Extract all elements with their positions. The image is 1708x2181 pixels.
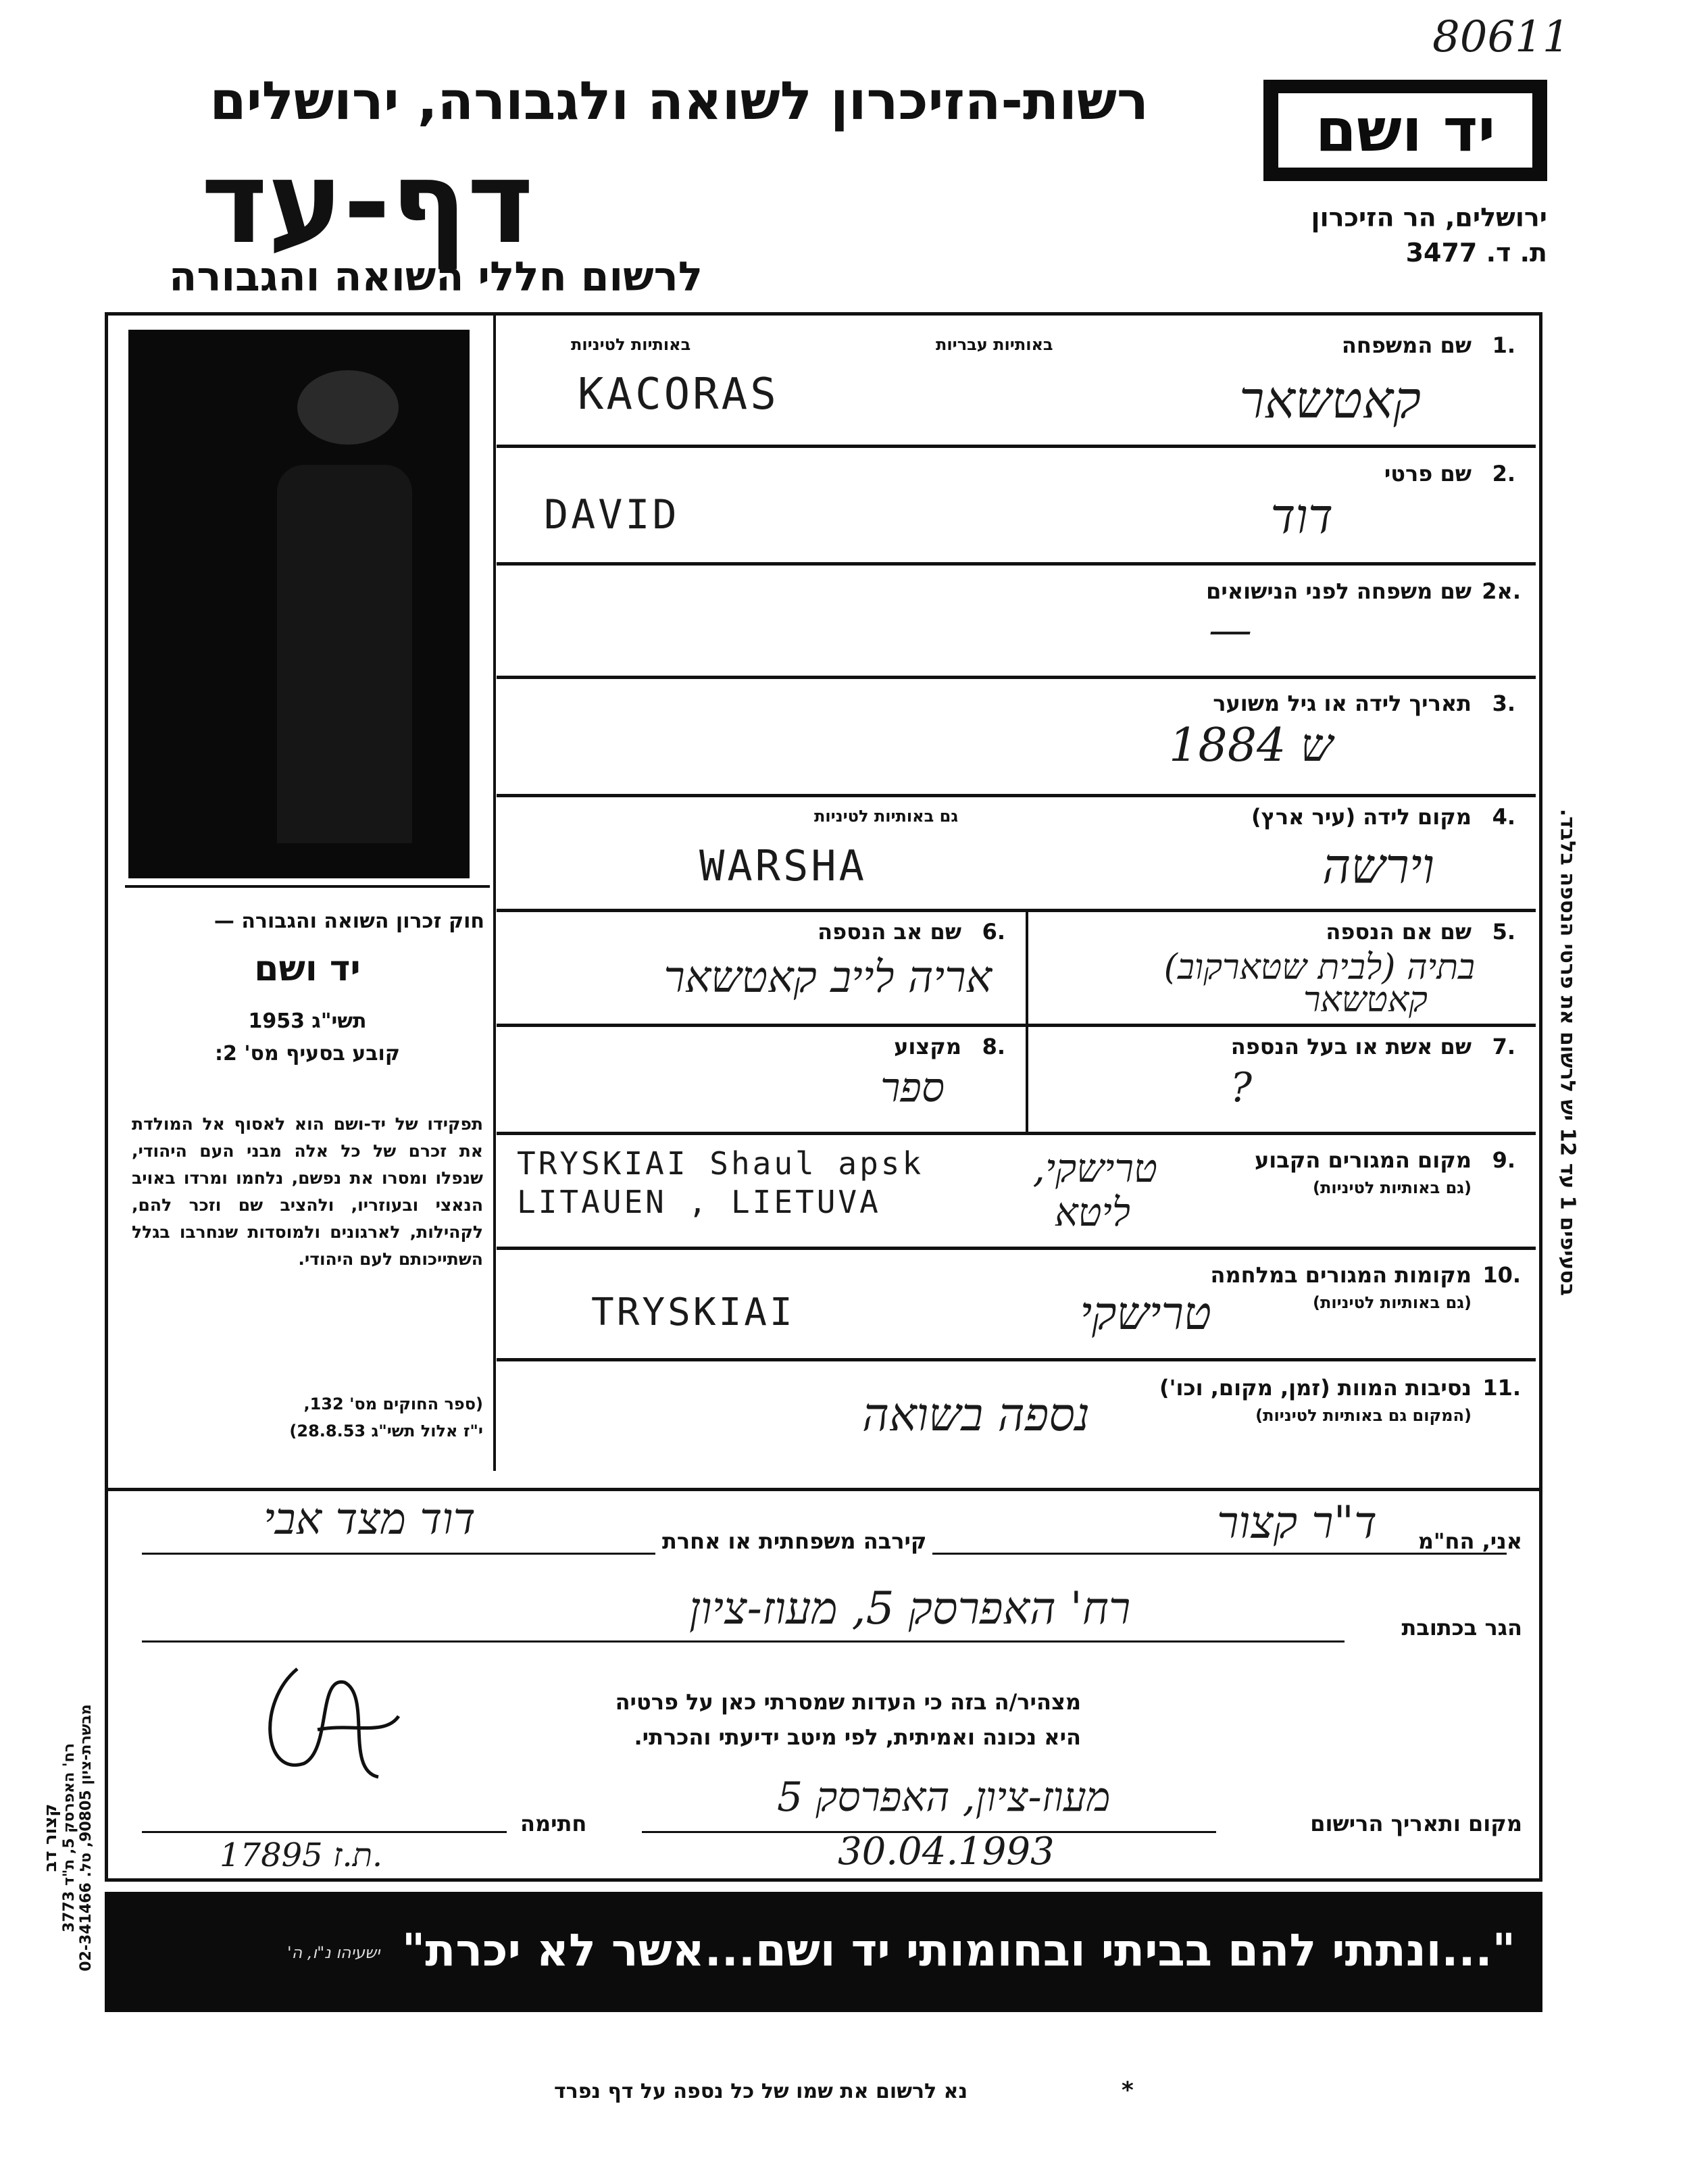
wartime-residence-latin: TRYSKIAI bbox=[591, 1290, 795, 1334]
wartime-residence-hebrew: טרישקי bbox=[1080, 1287, 1211, 1340]
field-father-name[interactable] bbox=[497, 912, 1026, 1024]
id-note: 17895 ת.ז. bbox=[220, 1836, 383, 1874]
residence-hebrew-line-1: טרישקי, bbox=[1032, 1145, 1157, 1191]
field-2a-number: 2א. bbox=[1482, 578, 1521, 604]
law-heading: חוק זכרון השואה והגבורה — bbox=[214, 909, 484, 933]
field-1-label: שם המשפחה bbox=[1341, 332, 1472, 358]
field-9-number: 9. bbox=[1492, 1147, 1515, 1173]
first-name-latin: DAVID bbox=[544, 491, 680, 538]
field-11-number: 11. bbox=[1482, 1375, 1521, 1401]
archive-number: 80611 bbox=[1432, 12, 1570, 62]
relation-line bbox=[142, 1553, 655, 1555]
profession-value: ספר bbox=[880, 1064, 945, 1111]
stamp-line-2: רח' האפרסק 5, ת"ד 3773 bbox=[61, 1743, 78, 1933]
side-note-column bbox=[1547, 696, 1588, 1405]
field-4-number: 4. bbox=[1492, 804, 1515, 830]
registration-date[interactable]: 30.04.1993 bbox=[838, 1830, 1055, 1874]
signature-scribble bbox=[216, 1649, 432, 1804]
residence-latin-line-1: TRYSKIAI Shaul apsk bbox=[517, 1145, 924, 1182]
law-clause: קובע בסעיף מס' 2: bbox=[215, 1042, 400, 1066]
field-6-number: 6. bbox=[982, 919, 1005, 945]
first-name-hebrew: דוד bbox=[1270, 488, 1333, 545]
field-2-number: 2. bbox=[1492, 461, 1515, 486]
photo-body-shape bbox=[277, 465, 412, 843]
registration-place[interactable]: מעוז-ציון, האפרסק 5 bbox=[777, 1774, 1111, 1821]
declarant-name[interactable]: ד"ר קצור bbox=[1216, 1497, 1377, 1549]
field-10-number: 10. bbox=[1482, 1262, 1521, 1288]
field-11-label: נסיבות המוות (זמן, מקום, וכו') bbox=[1159, 1375, 1472, 1401]
field-1-number: 1. bbox=[1492, 332, 1515, 358]
page-subtitle: לרשום חללי השואה והגבורה bbox=[169, 253, 703, 301]
logo-text: יד ושם bbox=[1278, 93, 1532, 168]
authority-title: רשות-הזיכרון לשואה ולגבורה, ירושלים bbox=[209, 71, 1149, 132]
field-wartime-residence[interactable] bbox=[497, 1250, 1536, 1357]
law-box bbox=[125, 885, 490, 1469]
law-year: תשי"ג 1953 bbox=[248, 1009, 367, 1033]
birth-place-hebrew: וירשה bbox=[1322, 838, 1434, 895]
address-label: הגר בכתובת bbox=[1401, 1615, 1522, 1640]
residence-hebrew-line-2: ליטא bbox=[1054, 1189, 1130, 1235]
address-line bbox=[142, 1640, 1345, 1643]
field-4-latin-hint: גם באותיות לטיניות bbox=[814, 807, 959, 826]
place-date-label: מקום ותאריך הרישום bbox=[1310, 1811, 1522, 1836]
stamp-line-3: מבשרת-ציון 90805, טל. 02-341466 bbox=[78, 1704, 95, 1972]
relation-label: קירבה משפחתית או אחרת bbox=[662, 1528, 927, 1554]
signature-label: חתימה bbox=[520, 1811, 587, 1836]
father-name-value: אריה לייב קאטשאר bbox=[663, 953, 992, 1003]
field-7-number: 7. bbox=[1492, 1034, 1515, 1059]
stamp-line-1: קצור דב bbox=[41, 1803, 61, 1872]
address-line-1: ירושלים, הר הזיכרון bbox=[1311, 203, 1547, 232]
field-3-label: תאריך לידה או גיל משוער bbox=[1213, 691, 1472, 716]
relation-value[interactable]: דוד מצד אבי bbox=[263, 1495, 476, 1545]
spouse-name-value: ? bbox=[1230, 1064, 1252, 1111]
yad-vashem-logo bbox=[1263, 80, 1547, 181]
frame-divider bbox=[493, 312, 496, 1471]
mother-name-line-1: בתיה (לבית שטארקוב) bbox=[1163, 947, 1475, 988]
field-spouse-name[interactable] bbox=[1028, 1027, 1536, 1132]
field-2a-label: שם משפחה לפני הנישואים bbox=[1206, 578, 1472, 604]
maiden-name-value: — bbox=[1209, 605, 1252, 655]
family-name-latin: KACORAS bbox=[578, 370, 779, 420]
declarant-address[interactable]: רח' האפרסק 5, מעוז-ציון bbox=[689, 1582, 1131, 1634]
field-8-number: 8. bbox=[982, 1034, 1005, 1059]
quote-banner bbox=[105, 1892, 1542, 2012]
field-residence[interactable] bbox=[497, 1135, 1536, 1245]
statement-line-2: היא נכונה ואמיתית, לפי מיטב ידיעתי והכרתי. bbox=[634, 1724, 1081, 1750]
signature[interactable] bbox=[216, 1649, 432, 1804]
birth-date-value: 1884 ש bbox=[1169, 719, 1333, 772]
field-9-label: מקום המגורים הקבוע bbox=[1254, 1147, 1472, 1173]
field-profession[interactable] bbox=[497, 1027, 1026, 1132]
statement-line-1: מצהיר/ה בזה כי העדות שמסרתי כאן על פרטיה bbox=[615, 1689, 1081, 1715]
field-first-name[interactable] bbox=[497, 447, 1536, 561]
law-name: יד ושם bbox=[254, 949, 361, 989]
law-source-2: י"ז אלול תשי"ג 28.8.53) bbox=[289, 1422, 483, 1440]
law-body: תפקידו של יד-ושם הוא לאסוף אל המולדת את זכרם של כל אלה מבני העם היהודי, שנפלו ומסרו את נפשם, נלחמו ומרדו באויב הנאצי ובעוזריו, ולהציב שם וזכר להם, לקהילות, לארגונים ולמוסדות שנחרבו בגלל השתייכותם לעם היהודי. bbox=[132, 1114, 483, 1269]
photo-head-shape bbox=[297, 370, 399, 445]
page-title: דף-עד bbox=[201, 136, 534, 269]
field-maiden-name[interactable] bbox=[497, 565, 1536, 674]
birth-place-latin: WARSHA bbox=[699, 841, 867, 891]
field-9-hint: (גם באותיות לטיניות) bbox=[1313, 1178, 1472, 1197]
field-birth-place[interactable] bbox=[497, 797, 1536, 907]
field-6-label: שם אב הנספה bbox=[818, 919, 961, 945]
field-death-circumstances[interactable] bbox=[497, 1361, 1536, 1476]
field-7-label: שם אשת או בעל הנספה bbox=[1230, 1034, 1472, 1059]
field-birth-date[interactable] bbox=[497, 678, 1536, 792]
field-5-label: שם אם הנספה bbox=[1326, 919, 1472, 945]
signature-line bbox=[142, 1831, 507, 1833]
field-10-hint: (גם באותיות לטיניות) bbox=[1313, 1293, 1472, 1312]
declarant-i-label: אני, הח"מ bbox=[1417, 1528, 1522, 1554]
residence-latin-line-2: LITAUEN , LIETUVA bbox=[517, 1184, 881, 1220]
family-name-hebrew: קאטשאר bbox=[1239, 370, 1421, 430]
field-11-hint: (המקום גם באותיות לטיניות) bbox=[1255, 1406, 1472, 1425]
mother-name-line-2: קאטשאר bbox=[1303, 980, 1428, 1020]
field-2-label: שם פרטי bbox=[1384, 461, 1472, 486]
field-mother-name[interactable] bbox=[1028, 912, 1536, 1024]
declarant-stamp bbox=[30, 1649, 105, 2000]
death-circumstances-value: נספה בשואה bbox=[862, 1388, 1090, 1442]
banner-source: ישעיהו נ"ו, ה' bbox=[287, 1943, 380, 1962]
field-1-hebrew-hint: באותיות עבריות bbox=[936, 335, 1053, 354]
field-8-label: מקצוע bbox=[894, 1034, 961, 1059]
side-note: בסעיפים 1 עד 12 יש לרשום את פרטי הנספה בלבד. bbox=[1555, 809, 1580, 1296]
field-5-number: 5. bbox=[1492, 919, 1515, 945]
footer-asterisk: * bbox=[1122, 2077, 1134, 2104]
law-source-1: (ספר החוקים מס' 132, bbox=[303, 1395, 483, 1413]
declarant-name-line bbox=[932, 1553, 1507, 1555]
footer-note: נא לרשום את שמו של כל נספה על דף נפרד bbox=[554, 2080, 968, 2103]
victim-photo bbox=[128, 330, 470, 878]
address-line-2: ת. ד. 3477 bbox=[1405, 238, 1547, 268]
field-3-number: 3. bbox=[1492, 691, 1515, 716]
field-family-name[interactable] bbox=[497, 312, 1536, 445]
banner-quote: "...ונתתי להם בביתי ובחומותי יד ושם...אשר לא יכרת" bbox=[401, 1924, 1515, 1976]
field-10-label: מקומות המגורים במלחמה bbox=[1210, 1262, 1472, 1288]
field-4-label: מקום לידה (עיר ארץ) bbox=[1251, 804, 1472, 830]
field-1-latin-hint: באותיות לטיניות bbox=[571, 335, 691, 354]
